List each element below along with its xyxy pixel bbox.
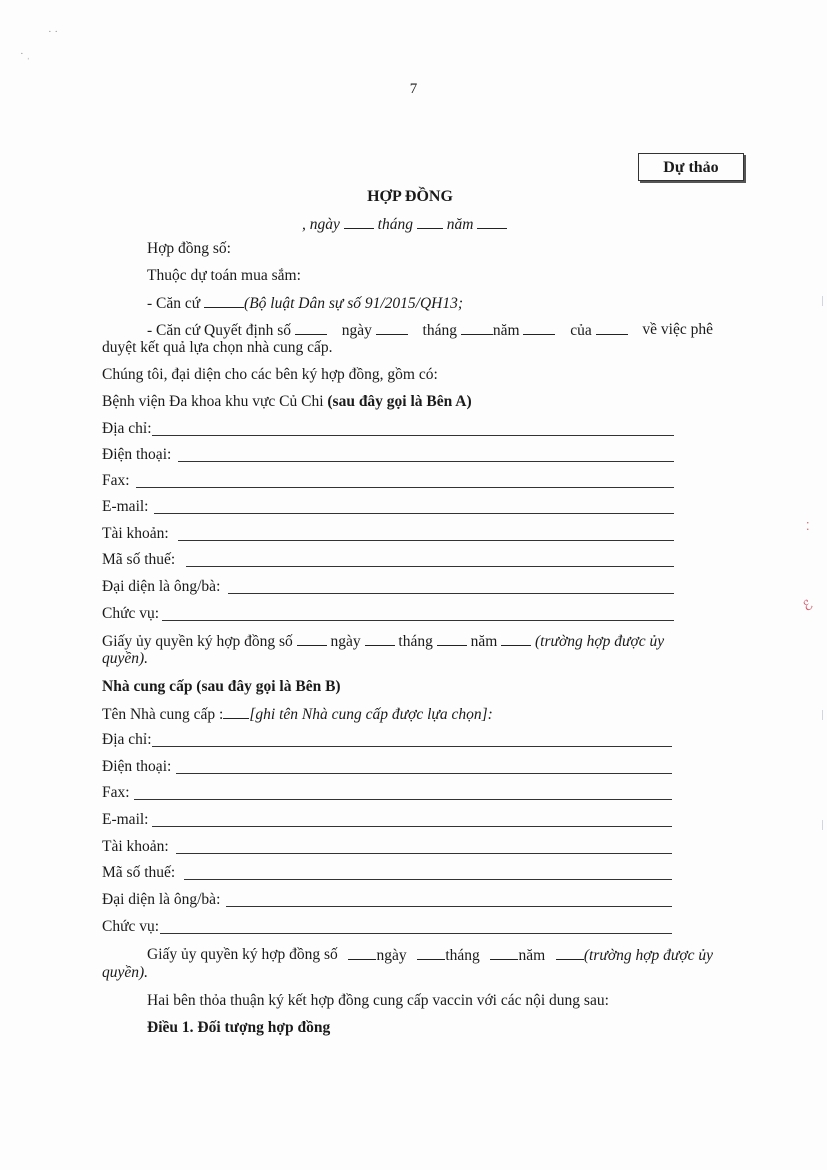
dateline-lead: , ngày — [302, 216, 340, 233]
party-a-phone-line[interactable] — [178, 461, 674, 462]
party-b-taxcode-line[interactable] — [184, 879, 672, 880]
draft-label: Dự thảo — [638, 153, 744, 181]
party-b-field-representative: Đại diện là ông/bà: — [102, 891, 221, 908]
party-a-position-line[interactable] — [162, 620, 674, 621]
basis1-prefix: - Căn cứ — [147, 295, 201, 312]
basis2-w3: tháng — [422, 322, 457, 339]
document-title: HỢP ĐỒNG — [367, 188, 453, 205]
party-b-authority-note: (trường hợp được ủy — [583, 947, 713, 964]
party-b-field-phone: Điện thoại: — [102, 758, 172, 775]
legal-basis-2 — [147, 321, 713, 340]
party-a-field-email: E-mail: — [102, 498, 149, 515]
party-a-suffix: (sau đây gọi là Bên A) — [327, 393, 472, 410]
party-b-fax-line[interactable] — [134, 799, 672, 800]
red-stamp-fragment: ⁚ — [806, 521, 810, 533]
party-b-account-line[interactable] — [176, 853, 672, 854]
party-a-address-line[interactable] — [152, 435, 674, 436]
party-a-authority-w2: ngày — [330, 633, 361, 650]
dateline-month: tháng — [377, 216, 413, 233]
party-a-email-line[interactable] — [154, 513, 674, 514]
party-a-field-address: Địa chỉ: — [102, 420, 152, 437]
party-a-field-phone: Điện thoại: — [102, 446, 172, 463]
party-b-address-line[interactable] — [152, 746, 672, 747]
party-b-authority-note2: quyền). — [102, 964, 149, 981]
basis2-line2: duyệt kết quả lựa chọn nhà cung cấp. — [102, 339, 333, 356]
legal-basis-1 — [147, 294, 463, 313]
article-1-heading: Điều 1. Đối tượng hợp đồng — [147, 1019, 331, 1036]
party-a-fax-line[interactable] — [136, 487, 674, 488]
party-b-heading: Nhà cung cấp (sau đây gọi là Bên B) — [102, 678, 341, 695]
page-number: 7 — [409, 81, 418, 97]
party-b-representative-line[interactable] — [226, 906, 672, 907]
party-b-authority-w1: Giấy ủy quyền ký hợp đồng số — [147, 946, 338, 963]
party-b-field-taxcode: Mã số thuế: — [102, 864, 176, 881]
basis2-w6: về việc phê — [642, 321, 713, 338]
parties-intro: Chúng tôi, đại diện cho các bên ký hợp đồng, gồm có: — [102, 366, 438, 383]
basis2-w5: của — [570, 322, 592, 339]
party-b-authority-w4: năm — [518, 947, 546, 964]
party-a-field-representative: Đại diện là ông/bà: — [102, 578, 221, 595]
party-a-authority-w1: Giấy ủy quyền ký hợp đồng số — [102, 633, 293, 650]
party-a-field-position: Chức vụ: — [102, 605, 160, 622]
basis2-w4: năm — [492, 322, 520, 339]
margin-mark — [822, 710, 823, 720]
party-a-authority-w4: năm — [470, 633, 498, 650]
party-a-authority-note: (trường hợp được ủy — [535, 633, 665, 650]
dateline — [302, 215, 507, 234]
scan-speck: · ˌ — [20, 48, 31, 60]
party-a-field-fax: Fax: — [102, 472, 130, 489]
contract-number-label: Hợp đồng số: — [147, 240, 231, 257]
party-b-authority-w3: tháng — [445, 947, 480, 964]
scan-speck: · · — [48, 26, 59, 38]
party-a-taxcode-line[interactable] — [186, 566, 674, 567]
party-b-field-position: Chức vụ: — [102, 918, 160, 935]
party-b-field-account: Tài khoản: — [102, 838, 169, 855]
party-b-email-line[interactable] — [152, 826, 672, 827]
party-a-account-line[interactable] — [178, 540, 674, 541]
red-stamp-fragment: ℰ — [800, 597, 817, 616]
party-b-name-label: Tên Nhà cung cấp : — [102, 706, 224, 723]
party-a-authority-w3: tháng — [398, 633, 433, 650]
basis2-w1: - Căn cứ Quyết định số — [147, 322, 292, 339]
party-b-position-line[interactable] — [160, 933, 672, 934]
party-b-field-address: Địa chỉ: — [102, 731, 152, 748]
party-b-field-email: E-mail: — [102, 811, 149, 828]
agreement-text: Hai bên thỏa thuận ký kết hợp đồng cung cấp vaccin với các nội dung sau: — [147, 992, 609, 1009]
party-a-field-account: Tài khoản: — [102, 525, 169, 542]
party-a-representative-line[interactable] — [228, 593, 674, 594]
dateline-year: năm — [446, 216, 474, 233]
party-b-name — [102, 705, 493, 724]
party-b-name-hint: [ghi tên Nhà cung cấp được lựa chọn]: — [249, 706, 493, 723]
basis1-text: (Bộ luật Dân sự số 91/2015/QH13; — [244, 295, 464, 312]
party-a-field-taxcode: Mã số thuế: — [102, 551, 176, 568]
party-a-authority-note2: quyền). — [102, 650, 149, 667]
basis2-w2: ngày — [341, 322, 372, 339]
party-b-authority — [147, 946, 713, 965]
party-b-authority-w2: ngày — [376, 947, 407, 964]
party-b-phone-line[interactable] — [176, 773, 672, 774]
party-b-field-fax: Fax: — [102, 784, 130, 801]
party-a-name — [102, 393, 472, 411]
budget-label: Thuộc dự toán mua sắm: — [147, 267, 301, 284]
party-a-authority — [102, 632, 664, 651]
margin-mark — [822, 296, 823, 306]
party-a-name-text: Bệnh viện Đa khoa khu vực Củ Chi — [102, 393, 324, 410]
margin-mark — [822, 820, 823, 830]
